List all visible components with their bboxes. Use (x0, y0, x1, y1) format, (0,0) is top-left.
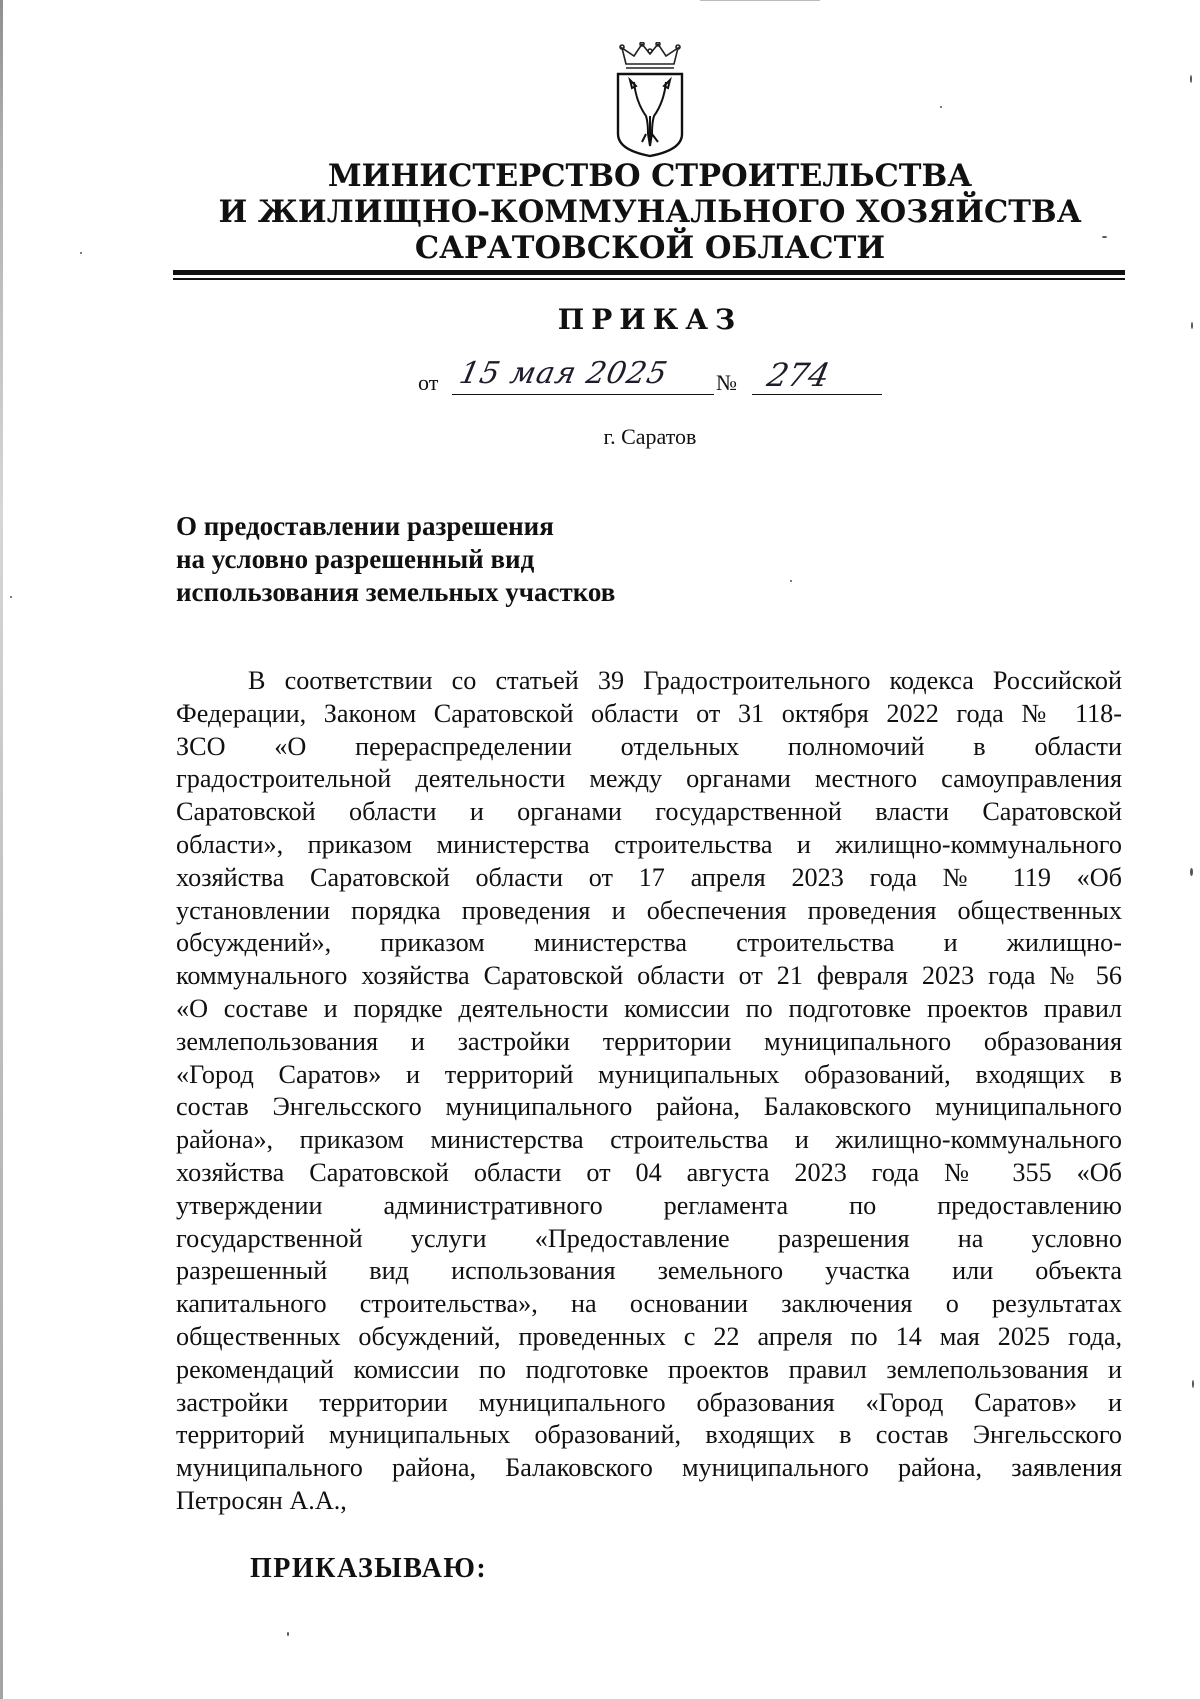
subject-line-1: О предоставлении разрешения (176, 511, 554, 541)
scan-speck (1190, 75, 1192, 83)
body-line: общественных обсуждений, проведенных с 22 апреля по 14 мая 2025 года, (176, 1321, 1122, 1351)
scan-speck (10, 596, 12, 598)
directive-heading: ПРИКАЗЫВАЮ: (250, 1553, 488, 1584)
ministry-title-line-2: И ЖИЛИЩНО-КОММУНАЛЬНОГО ХОЗЯЙСТВА (218, 194, 1082, 230)
scan-edge-left (0, 0, 3, 1699)
body-line: землепользования и застройки территории муниципального образования (176, 1026, 1122, 1056)
scan-speck (80, 252, 82, 254)
body-line: государственной услуги «Предоставление разрешения на условно (176, 1223, 1122, 1253)
body-line: установлении порядка проведения и обеспечения проведения общественных (176, 895, 1122, 925)
order-subject (176, 510, 615, 609)
scan-speck (1102, 236, 1107, 238)
handwritten-number: 274 (763, 356, 834, 394)
body-line: района», приказом министерства строительства и жилищно-коммунального (176, 1125, 1122, 1155)
scan-edge-top (700, 0, 820, 1)
header-rule-thin (173, 278, 1125, 280)
subject-line-2: на условно разрешенный вид (176, 544, 535, 574)
body-line: муниципального района, Балаковского муниципального района, заявления (176, 1453, 1122, 1483)
body-line: обсуждений», приказом министерства строительства и жилищно- (176, 928, 1122, 958)
ministry-title-line-3: САРАТОВСКОЙ ОБЛАСТИ (414, 230, 886, 266)
ministry-title-line-1: МИНИСТЕРСТВО СТРОИТЕЛЬСТВА (327, 158, 973, 194)
body-line: области», приказом министерства строительства и жилищно-коммунального (176, 829, 1122, 859)
coat-of-arms-icon (612, 42, 688, 158)
header-rule-thick (173, 270, 1125, 275)
scan-speck (790, 580, 792, 582)
body-line: Федерации, Законом Саратовской области от 31 октября 2022 года № 118- (176, 698, 1122, 728)
body-line: состав Энгельсского муниципального района, Балаковского муниципального (176, 1092, 1122, 1122)
order-date-number-line (418, 358, 918, 400)
handwritten-date: 15 мая 2025 (456, 356, 671, 391)
body-line: коммунального хозяйства Саратовской области от 21 февраля 2023 года № 56 (176, 961, 1122, 991)
scan-speck (1192, 1380, 1194, 1388)
order-title: ПРИКАЗ (557, 303, 743, 336)
body-line: Саратовской области и органами государственной власти Саратовской (176, 797, 1122, 827)
body-line: территорий муниципальных образований, входящих в состав Энгельсского (176, 1420, 1122, 1450)
body-line: утверждении административного регламента по предоставлению (176, 1190, 1122, 1220)
scan-speck (287, 1632, 289, 1636)
body-line: ЗСО «О перераспределении отдельных полномочий в области (176, 731, 1122, 761)
scan-speck (940, 106, 942, 108)
subject-line-3: использования земельных участков (176, 577, 616, 607)
number-label: № (716, 370, 737, 395)
preamble-paragraph (176, 665, 1122, 1518)
body-line: застройки территории муниципального образования «Город Саратов» и (176, 1387, 1122, 1417)
body-line: «Город Саратов» и территорий муниципальных образований, входящих в (176, 1059, 1122, 1089)
scan-speck (1190, 868, 1193, 876)
body-line: «О составе и порядке деятельности комиссии по подготовке проектов правил (176, 993, 1122, 1023)
body-line: рекомендаций комиссии по подготовке проектов правил землепользования и (176, 1354, 1122, 1384)
scan-speck (1191, 322, 1193, 329)
city: г. Саратов (603, 424, 697, 449)
body-line: хозяйства Саратовской области от 04 августа 2023 года № 355 «Об (176, 1157, 1122, 1187)
date-prefix: от (418, 370, 439, 395)
body-line: Петросян А.А., (176, 1485, 347, 1515)
ministry-title (140, 158, 1160, 266)
body-line: градостроительной деятельности между органами местного самоуправления (176, 764, 1122, 794)
body-line: капитального строительства», на основании заключения о результатах (176, 1289, 1122, 1319)
date-field (452, 358, 714, 395)
body-line: хозяйства Саратовской области от 17 апреля 2023 года № 119 «Об (176, 862, 1122, 892)
body-line: разрешенный вид использования земельного участка или объекта (176, 1256, 1122, 1286)
body-line: В соответствии со статьей 39 Градостроительного кодекса Российской (248, 666, 1122, 695)
number-field (752, 358, 882, 395)
